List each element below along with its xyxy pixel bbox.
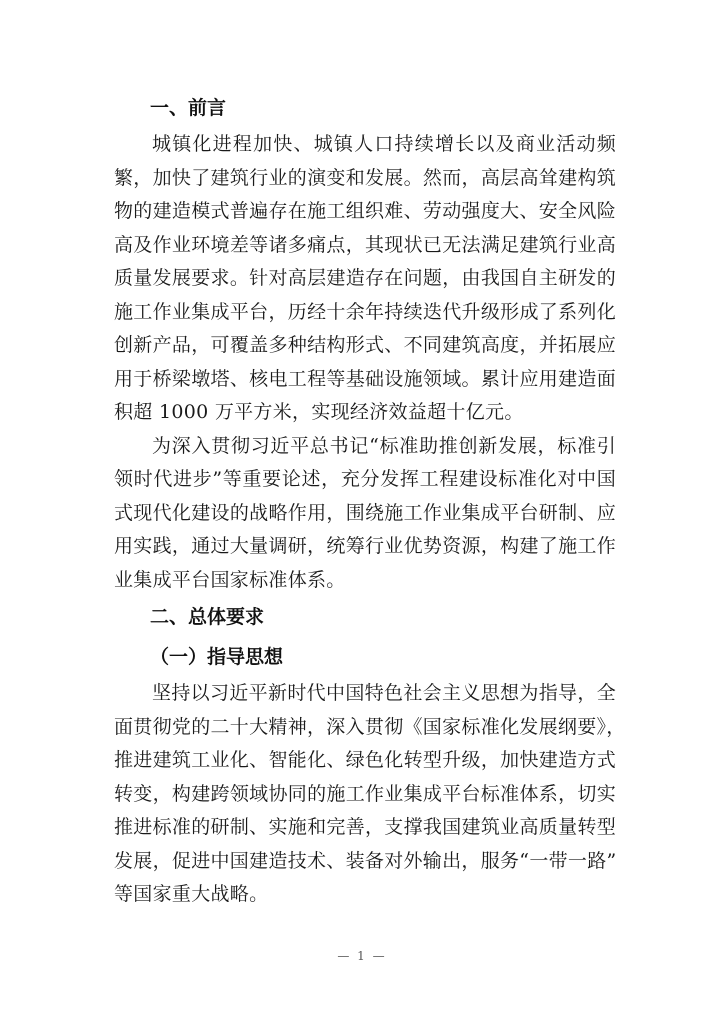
text-line: 推进建筑工业化、智能化、绿色化转型升级，加快建造方式 [114, 749, 616, 771]
text-line: 为深入贯彻习近平总书记“标准助推创新发展，标准引 [152, 434, 616, 457]
text-line: 业集成平台国家标准体系。 [114, 568, 346, 591]
text-line: 繁，加快了建筑行业的演变和发展。然而，高层高耸建构筑 [114, 166, 616, 189]
paragraph-guiding-ideology [114, 677, 626, 912]
text-line: 城镇化进程加快、城镇人口持续增长以及商业活动频 [152, 133, 616, 155]
document-body [114, 88, 626, 912]
text-line: 面贯彻党的二十大精神，深入贯彻《国家标准化发展纲要》， [114, 715, 626, 738]
text-line: 用于桥梁墩塔、核电工程等基础设施领域。累计应用建造面 [114, 367, 616, 390]
text-line: 质量发展要求。针对高层建造存在问题，由我国自主研发的 [114, 267, 616, 289]
text-line: 推进标准的研制、实施和完善，支撑我国建筑业高质量转型 [114, 816, 616, 838]
text-line: 物的建造模式普遍存在施工组织难、劳动强度大、安全风险 [114, 200, 616, 222]
text-line: 高及作业环境差等诸多痛点，其现状已无法满足建筑行业高 [114, 233, 616, 256]
text-line: 积超 1000 万平方米，实现经济效益超十亿元。 [114, 401, 524, 423]
text-line: 发展，促进中国建造技术、装备对外输出，服务“一带一路” [114, 849, 617, 872]
text-line: 领时代进步”等重要论述，充分发挥工程建设标准化对中国 [114, 468, 616, 490]
section-heading-preface: 一、前言 [150, 97, 227, 119]
section-heading-general-requirements: 二、总体要求 [150, 606, 265, 628]
text-line: 用实践，通过大量调研，统筹行业优势资源，构建了施工作 [114, 535, 616, 557]
paragraph-preface-2 [114, 430, 616, 598]
text-line: 等国家重大战略。 [114, 883, 269, 905]
text-line: 转变，构建跨领域协同的施工作业集成平台标准体系，切实 [114, 782, 616, 805]
page-number: — 1 — [337, 949, 387, 963]
paragraph-preface-1 [114, 128, 616, 430]
text-line: 坚持以习近平新时代中国特色社会主义思想为指导，全 [152, 682, 616, 704]
text-line: 创新产品，可覆盖多种结构形式、不同建筑高度，并拓展应 [114, 334, 616, 356]
subsection-heading-guiding-ideology: （一）指导思想 [150, 646, 284, 668]
text-line: 式现代化建设的战略作用，围绕施工作业集成平台研制、应 [114, 501, 616, 524]
text-line: 施工作业集成平台，历经十余年持续迭代升级形成了系列化 [114, 300, 616, 323]
